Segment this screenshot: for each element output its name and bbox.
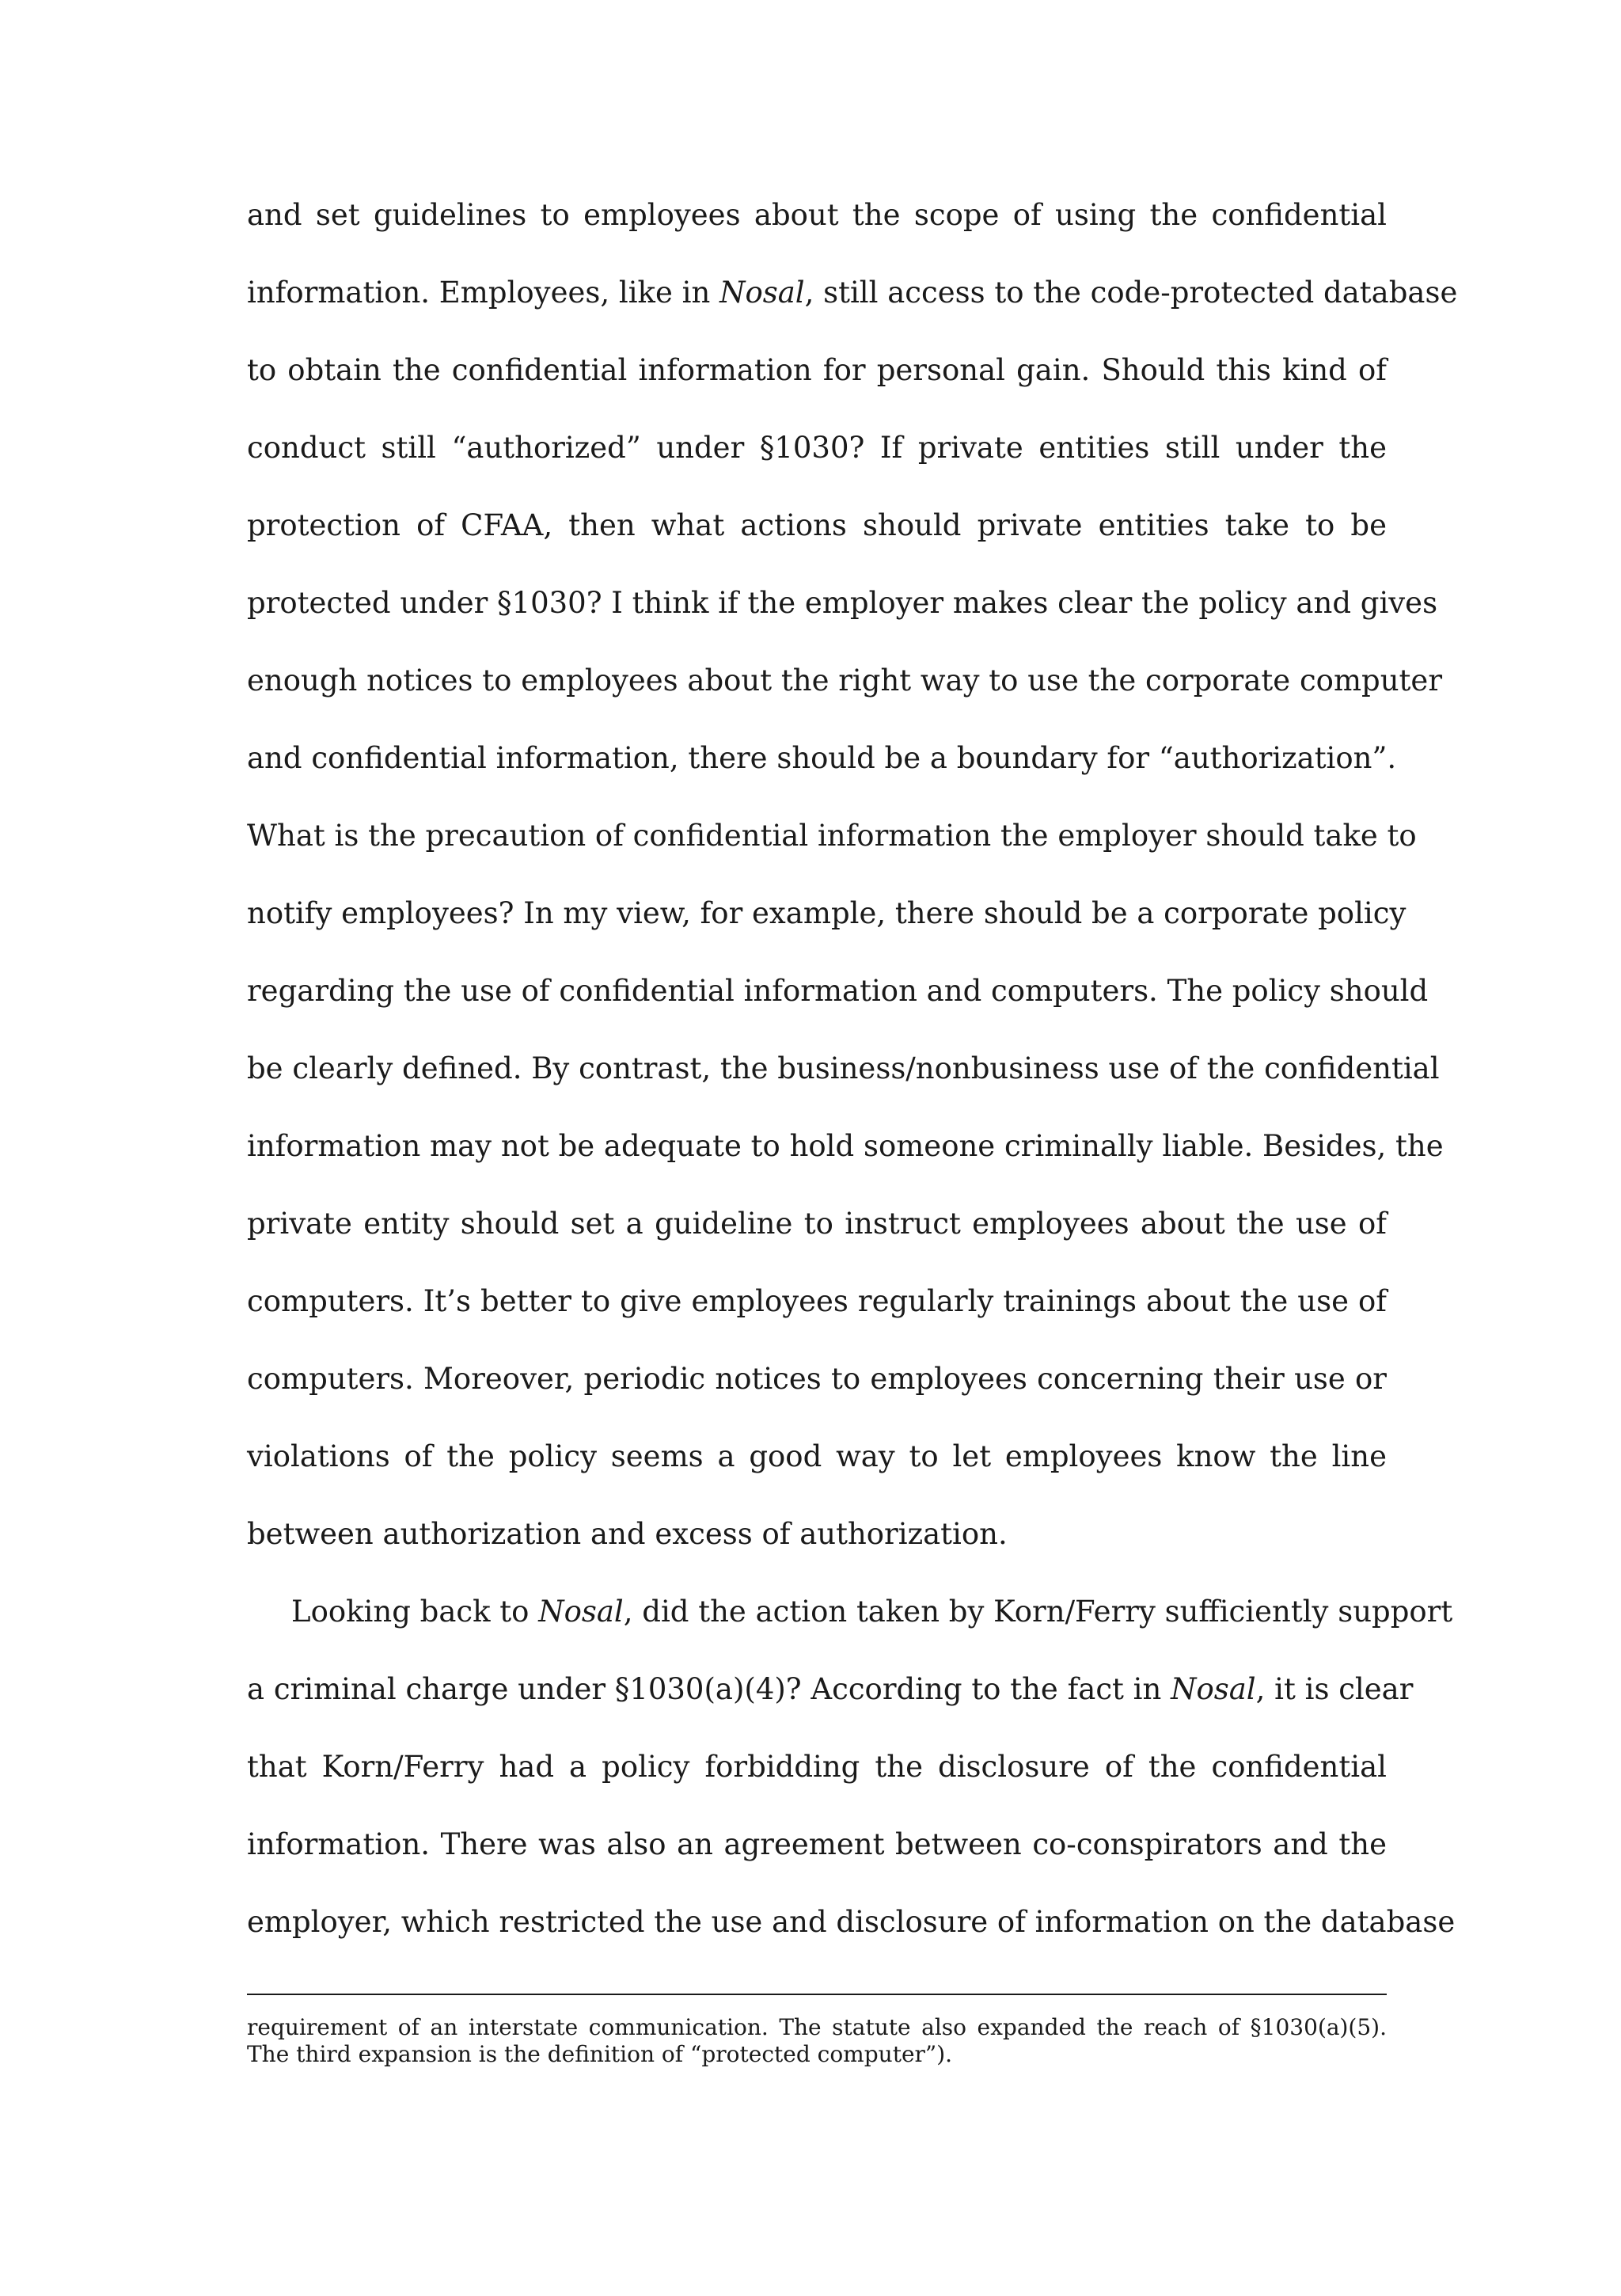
body-line: enough notices to employees about the right way to use the corporate computer <box>247 663 1443 698</box>
body-line: Looking back to Nosal, did the action taken by Korn/Ferry sufficiently support <box>291 1595 1453 1629</box>
body-line: between authorization and excess of authorization. <box>247 1517 1008 1551</box>
body-line: conduct still “authorized” under §1030? If private entities still under the <box>247 431 1387 465</box>
body-line: regarding the use of confidential information and computers. The policy should <box>247 974 1429 1008</box>
body-line: computers. It’s better to give employees regularly trainings about the use of <box>247 1284 1387 1318</box>
body-line: and set guidelines to employees about the scope of using the confidential <box>247 198 1387 232</box>
body-line: computers. Moreover, periodic notices to employees concerning their use or <box>247 1362 1387 1396</box>
body-line: and confidential information, there should be a boundary for “authorization”. <box>247 741 1397 775</box>
case-name-nosal: Nosal <box>1171 1672 1256 1706</box>
body-line: protected under §1030? I think if the employer makes clear the policy and gives <box>247 586 1438 620</box>
body-line: notify employees? In my view, for example, there should be a corporate policy <box>247 896 1407 930</box>
body-line: be clearly defined. By contrast, the business/nonbusiness use of the confidential <box>247 1051 1440 1085</box>
footnote-line: The third expansion is the definition of “protected computer”). <box>247 2041 953 2067</box>
case-name-nosal: Nosal <box>719 276 805 310</box>
footnote-separator <box>247 1994 1387 1995</box>
body-line: private entity should set a guideline to instruct employees about the use of <box>247 1207 1387 1241</box>
body-line: violations of the policy seems a good way to let employees know the line <box>247 1439 1387 1473</box>
body-line: employer, which restricted the use and disclosure of information on the database <box>247 1905 1456 1939</box>
body-line: information. Employees, like in Nosal, still access to the code-protected database <box>247 276 1458 310</box>
body-line: a criminal charge under §1030(a)(4)? According to the fact in Nosal, it is clear <box>247 1672 1414 1706</box>
body-line: information. There was also an agreement between co-conspirators and the <box>247 1827 1387 1861</box>
body-line: What is the precaution of confidential information the employer should take to <box>247 819 1417 853</box>
body-line: to obtain the confidential information for personal gain. Should this kind of <box>247 353 1387 387</box>
body-line: information may not be adequate to hold someone criminally liable. Besides, the <box>247 1129 1444 1163</box>
body-line: that Korn/Ferry had a policy forbidding the disclosure of the confidential <box>247 1750 1387 1784</box>
case-name-nosal: Nosal <box>538 1595 624 1629</box>
footnote-line: requirement of an interstate communication. The statute also expanded the reach of §1030(a)(5). <box>247 2014 1387 2040</box>
body-line: protection of CFAA, then what actions should private entities take to be <box>247 508 1387 542</box>
